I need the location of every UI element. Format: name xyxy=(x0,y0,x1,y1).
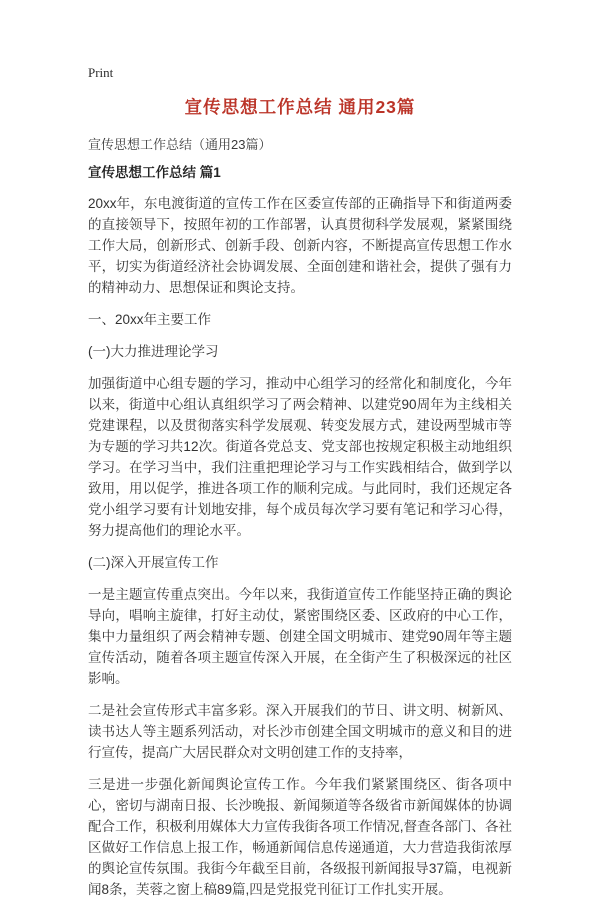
print-button[interactable]: Print xyxy=(88,65,114,80)
document-section-title: 宣传思想工作总结 篇1 xyxy=(88,165,221,180)
document-paragraph: 一是主题宣传重点突出。今年以来，我街道宣传工作能坚持正确的舆论导向，唱响主旋律，打好主动仗，紧密围绕区委、区政府的中心工作，集中力量组织了两会精神专题、创建全国文明城市、建党90周年等主题宣传活动，随着各项主题宣传深入开展，在全街产生了积极深远的社区影响。 xyxy=(88,587,512,686)
document-heading: 一、20xx年主要工作 xyxy=(88,312,212,327)
document-heading: (一)大力推进理论学习 xyxy=(88,344,219,359)
document-heading: (二)深入开展宣传工作 xyxy=(88,555,219,570)
document-paragraph: 加强街道中心组专题的学习，推动中心组学习的经常化和制度化，今年以来，街道中心组认真组织学习了两会精神、以建党90周年为主线相关党建课程，以及贯彻落实科学发展观、转变发展方式，建设两型城市等为专题的学习共12次。街道各党总支、党支部也按规定积极主动地组织学习。在学习当中，我们注重把理论学习与工作实践相结合，做到学以致用，用以促学，推进各项工作的顺利完成。与此同时，我们还规定各党小组学习要有计划地安排，每个成员每次学习要有笔记和学习心得，努力提高他们的理论水平。 xyxy=(88,376,512,538)
document-paragraph: 二是社会宣传形式丰富多彩。深入开展我们的节日、讲文明、树新风、读书达人等主题系列活动，对长沙市创建全国文明城市的意义和目的进行宣传，提高广大居民群众对文明创建工作的支持率， xyxy=(88,703,512,760)
document-subtitle: 宣传思想工作总结（通用23篇） xyxy=(88,137,272,152)
page-title: 宣传思想工作总结 通用23篇 xyxy=(184,97,416,117)
document-paragraph: 20xx年，东电渡街道的宣传工作在区委宣传部的正确指导下和街道两委的直接领导下，按照年初的工作部署，认真贯彻科学发展观，紧紧围绕工作大局，创新形式、创新手段、创新内容，不断提高宣传思想工作水平，切实为街道经济社会协调发展、全面创建和谐社会，提供了强有力的精神动力、思想保证和舆论支持。 xyxy=(88,196,512,295)
document-paragraph: 三是进一步强化新闻舆论宣传工作。今年我们紧紧围绕区、街各项中心，密切与湖南日报、长沙晚报、新闻频道等各级省市新闻媒体的协调配合工作，积极利用媒体大力宣传我街各项工作情况,督查各部门、各社区做好工作信息上报工作，畅通新闻信息传递通道，大力营造我街浓厚的舆论宣传氛围。我街今年截至目前，各级报刊新闻报导37篇，电视新闻8条，芙蓉之窗上稿89篇,四是党报党刊征订工作扎实开展。 xyxy=(88,777,512,897)
